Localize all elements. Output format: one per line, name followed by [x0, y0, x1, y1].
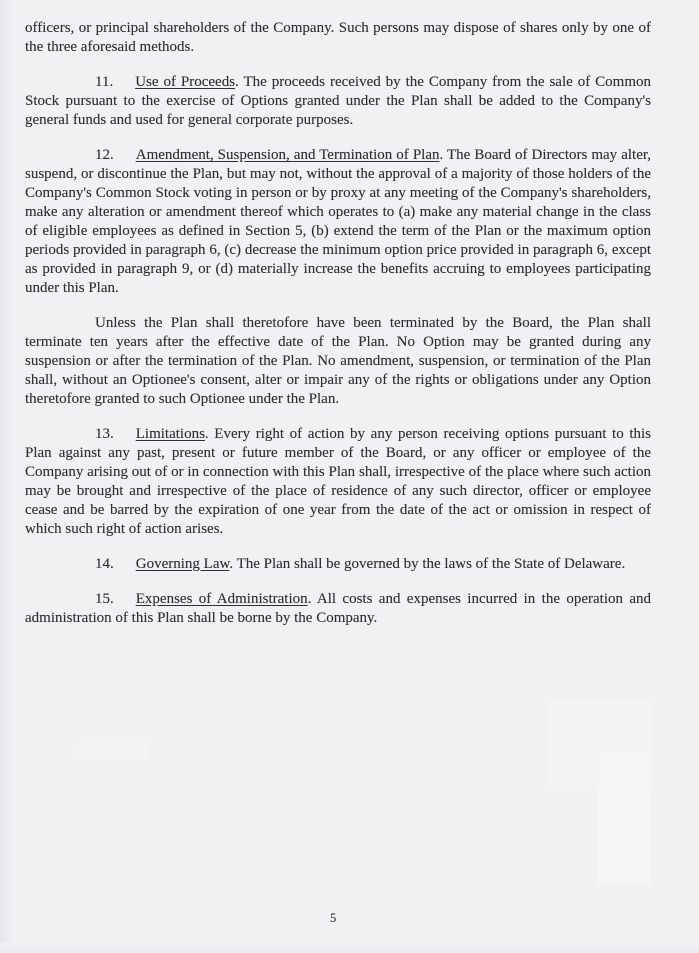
section-13-paragraph — [25, 425, 651, 539]
scan-edge-shading-bottom — [0, 943, 699, 953]
section-14-body: . The Plan shall be governed by the laws of the State of Delaware. — [229, 556, 626, 572]
section-14-heading: Governing Law — [135, 556, 230, 572]
section-14-number: 14. — [95, 556, 114, 572]
section-15-heading: Expenses of Administration — [135, 591, 308, 607]
section-13-body: . Every right of action by any person receiving options pursuant to this Plan against any past, present or future member of the Board, or any officer or employee of the Company arising out of or in connection with this Plan shall, irrespective of the place where such action may be brought and irrespective of the place of residence of any such director, officer or employee cease and be barred by the expiration of one year from the date of the act or omission in respect of which such right of action arises. — [25, 426, 651, 537]
section-15-paragraph — [25, 590, 651, 628]
section-12-heading: Amendment, Suspension, and Termination of Plan — [135, 147, 440, 163]
section-13-heading: Limitations — [135, 426, 205, 442]
section-12-continuation-paragraph: Unless the Plan shall theretofore have been terminated by the Board, the Plan shall terminate ten years after the effective date of the Plan. No Option may be granted during any suspension or after the termination of the Plan. No amendment, suspension, or termination of the Plan shall, without an Optionee's consent, alter or impair any of the rights or obligations under any Option theretofore granted to such Optionee under the Plan. — [25, 315, 651, 407]
section-12-number: 12. — [95, 147, 114, 163]
section-15-body: . All costs and expenses incurred in the operation and administration of this Plan shall be borne by the Company. — [25, 591, 651, 626]
section-12-body: . The Board of Directors may alter, suspend, or discontinue the Plan, but may not, without the approval of a majority of those holders of the Company's Common Stock voting in person or by proxy at any meeting of the Company's shareholders, make any alteration or amendment thereof which operates to (a) make any material change in the class of eligible employees as defined in Section 5, (b) extend the term of the Plan or the maximum option periods provided in paragraph 6, (c) decrease the minimum option price provided in paragraph 6, except as provided in paragraph 9, or (d) materially increase the benefits accruing to employees participating under this Plan. — [25, 147, 652, 296]
document-text-block — [25, 19, 651, 644]
scan-artifact — [78, 738, 148, 760]
section-14-paragraph — [25, 555, 651, 574]
section-12-paragraph — [25, 146, 651, 298]
section-15-number: 15. — [95, 591, 114, 607]
scan-artifact — [598, 755, 650, 885]
section-11-heading: Use of Proceeds — [135, 74, 236, 90]
section-13-number: 13. — [95, 426, 114, 442]
continuation-paragraph: officers, or principal shareholders of the Company. Such persons may dispose of shares only by one of the three aforesaid methods. — [25, 20, 651, 55]
section-11-paragraph — [25, 73, 651, 130]
section-11-number: 11. — [95, 74, 114, 90]
section-11-body: . The proceeds received by the Company from the sale of Common Stock pursuant to the exercise of Options granted under the Plan shall be added to the Company's general funds and used for general corporate purposes. — [25, 74, 651, 128]
page-number: 5 — [330, 911, 337, 925]
scan-artifact — [548, 700, 652, 790]
scan-edge-shading-left — [0, 0, 12, 953]
